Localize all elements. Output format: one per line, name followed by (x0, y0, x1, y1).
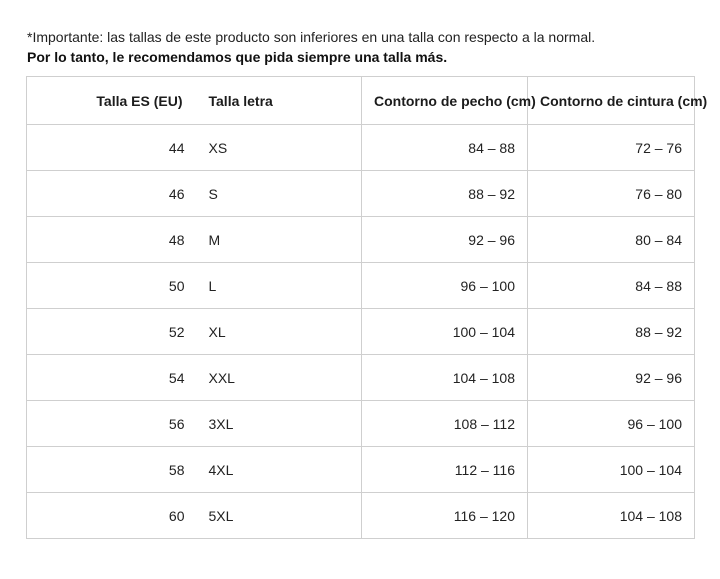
cell-talla-letra: L (197, 263, 362, 309)
cell-contorno-pecho: 92 – 96 (362, 217, 528, 263)
cell-contorno-cintura: 80 – 84 (528, 217, 695, 263)
table-row (27, 355, 695, 401)
cell-contorno-cintura: 92 – 96 (528, 355, 695, 401)
header-talla-letra: Talla letra (197, 77, 362, 125)
cell-contorno-cintura: 104 – 108 (528, 493, 695, 539)
cell-talla-letra: XL (197, 309, 362, 355)
cell-talla-es: 60 (27, 493, 197, 539)
cell-contorno-pecho: 96 – 100 (362, 263, 528, 309)
cell-talla-letra: M (197, 217, 362, 263)
cell-contorno-pecho: 104 – 108 (362, 355, 528, 401)
cell-contorno-pecho: 88 – 92 (362, 171, 528, 217)
cell-talla-es: 48 (27, 217, 197, 263)
cell-talla-letra: XXL (197, 355, 362, 401)
size-table (26, 76, 708, 539)
header-contorno-pecho: Contorno de pecho (cm) (362, 77, 528, 125)
cell-talla-es: 54 (27, 355, 197, 401)
cell-contorno-pecho: 116 – 120 (362, 493, 528, 539)
cell-contorno-pecho: 108 – 112 (362, 401, 528, 447)
table-row (27, 171, 695, 217)
cell-talla-letra: XS (197, 125, 362, 171)
cell-contorno-pecho: 112 – 116 (362, 447, 528, 493)
cell-contorno-cintura: 84 – 88 (528, 263, 695, 309)
cell-talla-es: 46 (27, 171, 197, 217)
table-row (27, 493, 695, 539)
cell-talla-es: 52 (27, 309, 197, 355)
cell-talla-letra: 5XL (197, 493, 362, 539)
cell-contorno-cintura: 76 – 80 (528, 171, 695, 217)
cell-contorno-pecho: 84 – 88 (362, 125, 528, 171)
table-row (27, 309, 695, 355)
size-notice (27, 27, 595, 67)
cell-talla-letra: S (197, 171, 362, 217)
cell-contorno-pecho: 100 – 104 (362, 309, 528, 355)
cell-talla-es: 58 (27, 447, 197, 493)
table-row (27, 125, 695, 171)
cell-contorno-cintura: 72 – 76 (528, 125, 695, 171)
table-row (27, 263, 695, 309)
table-row (27, 447, 695, 493)
cell-talla-letra: 3XL (197, 401, 362, 447)
cell-contorno-cintura: 96 – 100 (528, 401, 695, 447)
cell-talla-es: 50 (27, 263, 197, 309)
cell-contorno-cintura: 88 – 92 (528, 309, 695, 355)
table-row (27, 401, 695, 447)
table-header-row (27, 77, 695, 125)
notice-line-important: *Importante: las tallas de este producto son inferiores en una talla con respecto a la normal. (27, 29, 596, 45)
cell-talla-es: 56 (27, 401, 197, 447)
cell-contorno-cintura: 100 – 104 (528, 447, 695, 493)
header-talla-es: Talla ES (EU) (27, 77, 197, 125)
cell-talla-es: 44 (27, 125, 197, 171)
cell-talla-letra: 4XL (197, 447, 362, 493)
notice-line-recommendation: Por lo tanto, le recomendamos que pida siempre una talla más. (27, 49, 448, 65)
table-row (27, 217, 695, 263)
header-contorno-cintura: Contorno de cintura (cm) (528, 77, 695, 125)
